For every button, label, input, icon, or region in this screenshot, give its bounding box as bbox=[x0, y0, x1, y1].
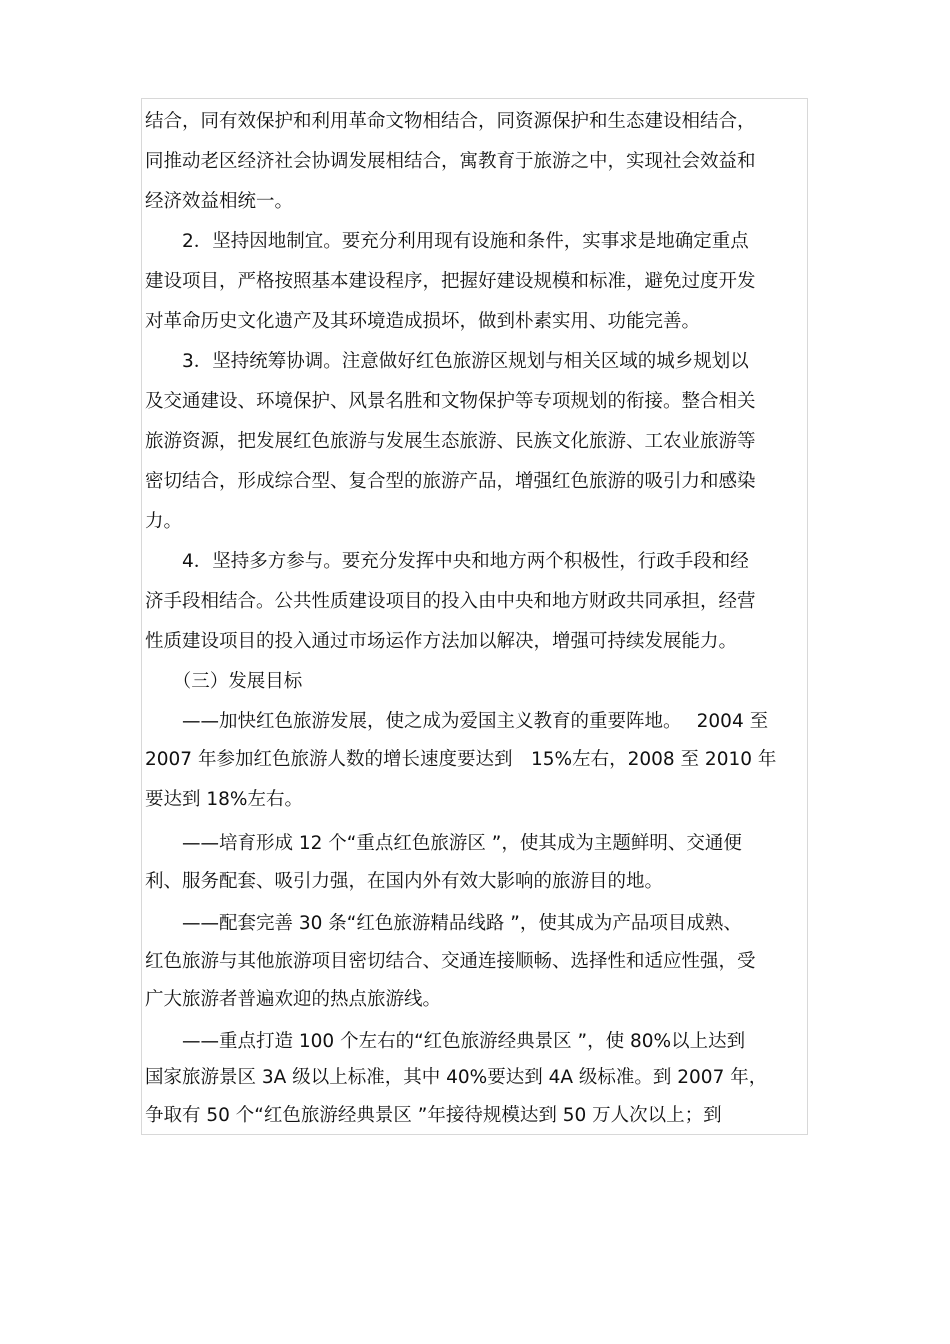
text-line-17: 2007 年参加红色旅游人数的增长速度要达到 15%左右，2008 至 2010 年 bbox=[145, 749, 777, 770]
text-line-6: 对革命历史文化遗产及其环境造成损坏，做到朴素实用、功能完善。 bbox=[145, 311, 701, 332]
text-line-8: 及交通建设、环境保护、风景名胜和文物保护等专项规划的衔接。整合相关 bbox=[145, 391, 756, 412]
text-line-24: ——重点打造 100 个左右的“红色旅游经典景区 ”，使 80%以上达到 bbox=[145, 1031, 746, 1052]
text-line-12: 4．坚持多方参与。要充分发挥中央和地方两个积极性，行政手段和经 bbox=[145, 551, 749, 572]
text-line-10: 密切结合，形成综合型、复合型的旅游产品，增强红色旅游的吸引力和感染 bbox=[145, 471, 756, 492]
document-text-frame bbox=[141, 98, 808, 1135]
text-line-14: 性质建设项目的投入通过市场运作方法加以解决，增强可持续发展能力。 bbox=[145, 631, 738, 652]
text-line-26: 争取有 50 个“红色旅游经典景区 ”年接待规模达到 50 万人次以上；到 bbox=[145, 1105, 722, 1126]
text-line-19: ——培育形成 12 个“重点红色旅游区 ”，使其成为主题鲜明、交通便 bbox=[145, 833, 742, 854]
text-line-25: 国家旅游景区 3A 级以上标准，其中 40%要达到 4A 级标准。到 2007 年， bbox=[145, 1067, 768, 1088]
text-line-22: 红色旅游与其他旅游项目密切结合、交通连接顺畅、选择性和适应性强，受 bbox=[145, 951, 756, 972]
text-line-20: 利、服务配套、吸引力强，在国内外有效大影响的旅游目的地。 bbox=[145, 871, 664, 892]
text-line-13: 济手段相结合。公共性质建设项目的投入由中央和地方财政共同承担，经营 bbox=[145, 591, 756, 612]
text-line-16: ——加快红色旅游发展，使之成为爱国主义教育的重要阵地。 2004 至 bbox=[145, 711, 769, 732]
text-line-11: 力。 bbox=[145, 511, 183, 532]
text-line-21: ——配套完善 30 条“红色旅游精品线路 ”，使其成为产品项目成熟、 bbox=[145, 913, 742, 934]
text-line-23: 广大旅游者普遍欢迎的热点旅游线。 bbox=[145, 989, 442, 1010]
text-line-4: 2．坚持因地制宜。要充分利用现有设施和条件，实事求是地确定重点 bbox=[145, 231, 749, 252]
section-heading: （三）发展目标 bbox=[145, 671, 303, 692]
text-line-2: 同推动老区经济社会协调发展相结合，寓教育于旅游之中，实现社会效益和 bbox=[145, 151, 756, 172]
text-line-18: 要达到 18%左右。 bbox=[145, 789, 304, 810]
text-line-3: 经济效益相统一。 bbox=[145, 191, 294, 212]
text-line-5: 建设项目，严格按照基本建设程序，把握好建设规模和标准，避免过度开发 bbox=[145, 271, 756, 292]
text-line-1: 结合，同有效保护和利用革命文物相结合，同资源保护和生态建设相结合， bbox=[145, 111, 756, 132]
text-line-9: 旅游资源，把发展红色旅游与发展生态旅游、民族文化旅游、工农业旅游等 bbox=[145, 431, 756, 452]
text-line-7: 3．坚持统筹协调。注意做好红色旅游区规划与相关区域的城乡规划以 bbox=[145, 351, 749, 372]
